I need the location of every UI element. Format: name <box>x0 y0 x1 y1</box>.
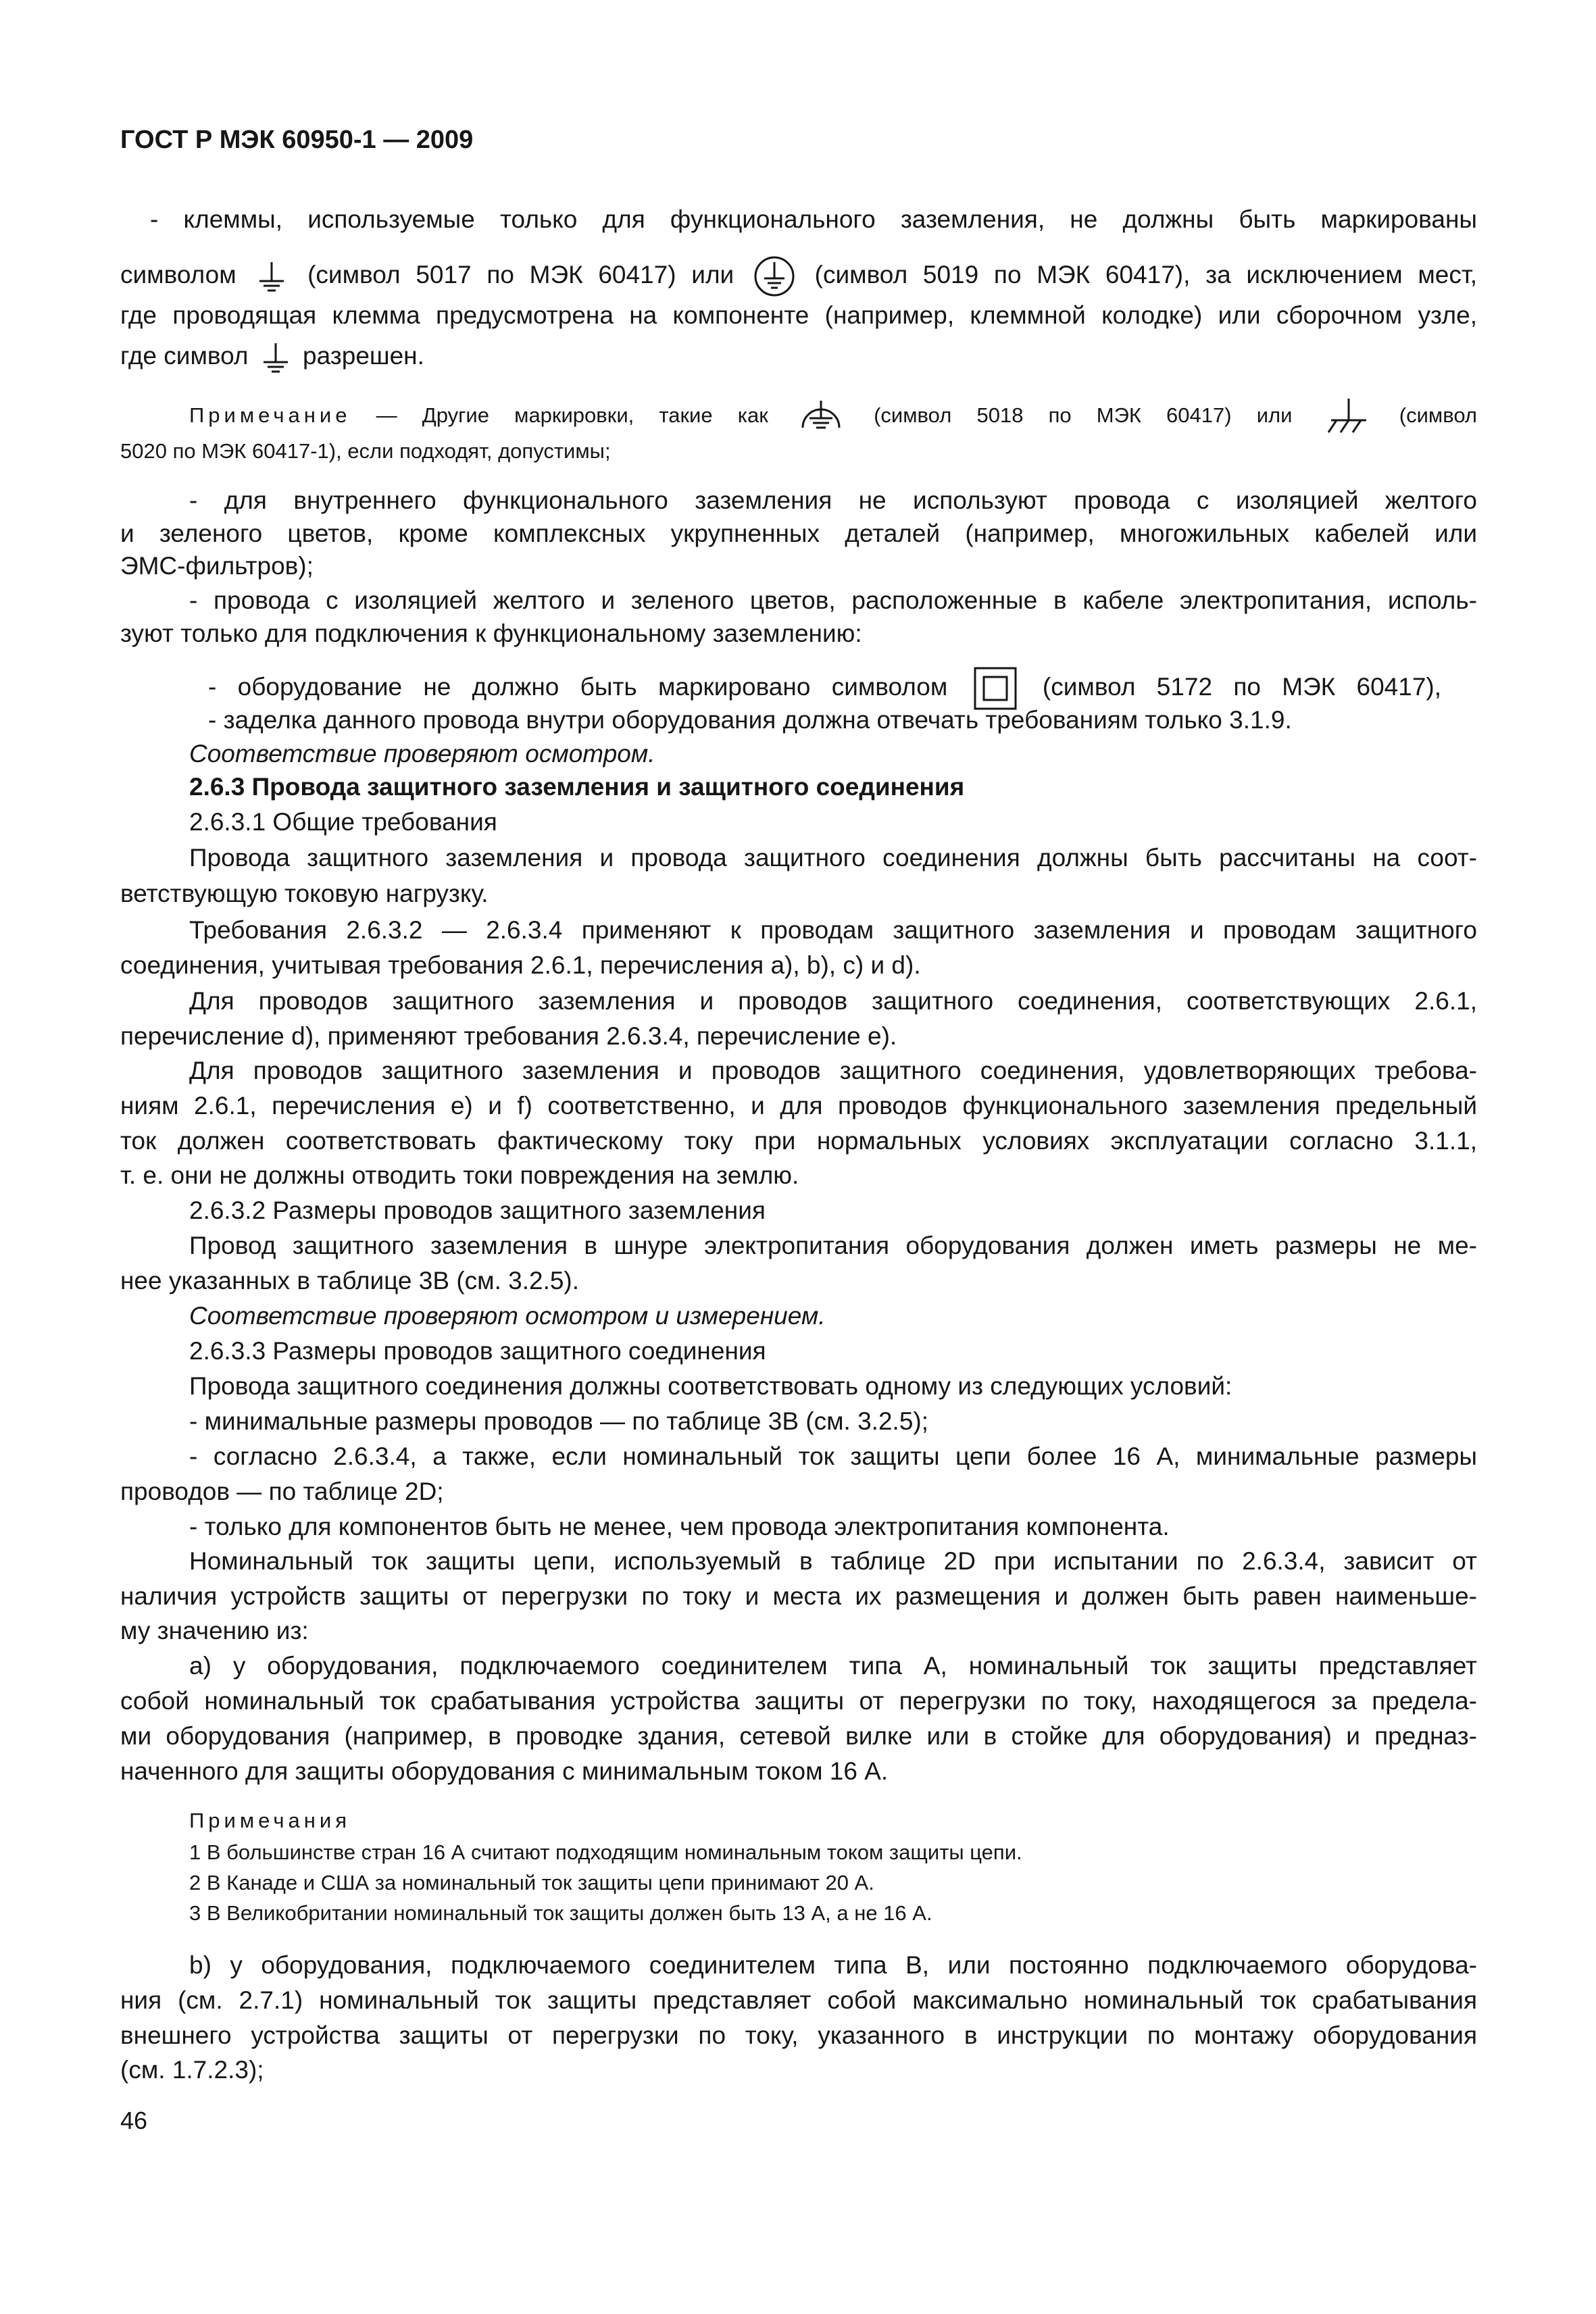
paragraph-line: Для проводов защитного заземления и проводов защитного соединения, соответствующих 2.6.1, <box>189 987 1477 1015</box>
paragraph-line: Соответствие проверяют осмотром и измерением. <box>189 1302 826 1330</box>
paragraph-line: - заделка данного провода внутри оборудования должна отвечать требованиям только 3.1.9. <box>208 706 1292 734</box>
paragraph-line: му значению из: <box>120 1617 309 1644</box>
note-line <box>189 397 1477 436</box>
paragraph-line: т. е. они не должны отводить токи повреждения на землю. <box>120 1161 799 1189</box>
text-span: где символ <box>120 342 249 370</box>
text-span: - оборудование не должно быть маркировано символом <box>208 672 948 701</box>
paragraph-line: перечисление d), применяют требования 2.6.3.4, перечисление е). <box>120 1022 897 1050</box>
text-span: разрешен. <box>303 342 424 370</box>
earth-ground-icon <box>259 342 292 373</box>
double-insulation-icon <box>973 666 1018 711</box>
note-line: 3 В Великобритании номинальный ток защиты должен быть 13 А, а не 16 А. <box>189 1901 932 1925</box>
paragraph-line: (см. 1.7.2.3); <box>120 2056 264 2084</box>
note-line: 2 В Канаде и США за номинальный ток защиты цепи принимают 20 А. <box>189 1871 874 1894</box>
text-span: (символ 5018 по МЭК 60417) или <box>874 403 1293 428</box>
paragraph-line: ниям 2.6.1, перечисления е) и f) соответственно, и для проводов функционального заземления предельный <box>120 1092 1477 1120</box>
paragraph-line: Соответствие проверяют осмотром. <box>189 740 655 768</box>
chassis-ground-icon <box>1322 397 1370 436</box>
paragraph-line: b) у оборудования, подключаемого соединителем типа В, или постоянно подключаемого оборудова- <box>189 1951 1477 1979</box>
note-line: 1 В большинстве стран 16 А считают подходящим номинальным током защиты цепи. <box>189 1840 1022 1864</box>
paragraph-line: зуют только для подключения к функциональному заземлению: <box>120 620 862 647</box>
paragraph-line: ЭМС-фильтров); <box>120 552 314 580</box>
paragraph-line: - для внутреннего функционального заземления не используют провода с изоляцией желтого <box>189 486 1477 514</box>
paragraph-line: наченного для защиты оборудования с минимальным током 16 А. <box>120 1757 889 1785</box>
paragraph-line: ветствующую токовую нагрузку. <box>120 880 489 907</box>
paragraph-line: где проводящая клемма предусмотрена на компоненте (например, клеммной колодке) или сборочном узле, <box>120 301 1477 329</box>
text-span: (символ 5017 по МЭК 60417) или <box>307 260 734 288</box>
section-title: 2.6.3 Провода защитного заземления и защитного соединения <box>189 773 965 801</box>
paragraph-line: Номинальный ток защиты цепи, используемый в таблице 2D при испытании по 2.6.3.4, зависит от <box>189 1547 1477 1575</box>
paragraph-line: внешнего устройства защиты от перегрузки по току, указанного в инструкции по монтажу оборудования <box>120 2021 1477 2049</box>
paragraph-line: Провода защитного соединения должны соответствовать одному из следующих условий: <box>189 1372 1232 1400</box>
text-span: (символ 5019 по МЭК 60417), за исключением мест, <box>814 260 1478 288</box>
paragraph-line: ния (см. 2.7.1) номинальный ток защиты представляет собой максимально номинальный ток срабатывания <box>120 1986 1477 2014</box>
subsection-title: 2.6.3.2 Размеры проводов защитного заземления <box>189 1197 766 1224</box>
paragraph-line: Требования 2.6.3.2 — 2.6.3.4 применяют к проводам защитного заземления и проводам защитного <box>189 916 1477 944</box>
note-label: Примечание <box>189 403 351 428</box>
paragraph-line: - только для компонентов быть не менее, чем провода электропитания компонента. <box>189 1513 1170 1540</box>
page-number: 46 <box>120 2107 148 2134</box>
paragraph-line <box>120 341 1477 373</box>
text-span: символом <box>120 260 236 288</box>
paragraph-line <box>208 666 1441 711</box>
protective-earth-icon <box>753 255 795 297</box>
document-header: ГОСТ Р МЭК 60950-1 — 2009 <box>120 126 474 154</box>
note-line: 5020 по МЭК 60417-1), если подходят, допустимы; <box>120 439 611 463</box>
paragraph-line: ток должен соответствовать фактическому току при нормальных условиях эксплуатации согласно 3.1.1, <box>120 1127 1477 1155</box>
paragraph-line: ми оборудования (например, в проводке здания, сетевой вилке или в стойке для оборудования) и предназ- <box>120 1722 1477 1750</box>
paragraph-line <box>120 255 1477 297</box>
paragraph-line: а) у оборудования, подключаемого соединителем типа А, номинальный ток защиты представляет <box>189 1652 1477 1680</box>
paragraph-line: и зеленого цветов, кроме комплексных укрупненных деталей (например, многожильных кабелей или <box>120 520 1477 547</box>
paragraph-line: Провода защитного заземления и провода защитного соединения должны быть рассчитаны на соот- <box>189 844 1477 872</box>
text-span: — Другие маркировки, такие как <box>376 403 768 428</box>
paragraph-line: - провода с изоляцией желтого и зеленого цветов, расположенные в кабеле электропитания, исполь- <box>189 586 1477 614</box>
text-span: (символ <box>1399 403 1477 428</box>
paragraph-line: проводов — по таблице 2D; <box>120 1478 444 1505</box>
paragraph-line: наличия устройств защиты от перегрузки по току и места их размещения и должен быть равен наименьше- <box>120 1582 1477 1610</box>
paragraph-line: - клеммы, используемые только для функционального заземления, не должны быть маркированы <box>150 205 1477 233</box>
subsection-title: 2.6.3.3 Размеры проводов защитного соединения <box>189 1337 766 1365</box>
earth-ground-icon <box>255 261 288 292</box>
paragraph-line: собой номинальный ток срабатывания устройства защиты от перегрузки по току, находящегося за предела- <box>120 1687 1477 1715</box>
subsection-title: 2.6.3.1 Общие требования <box>189 808 497 836</box>
paragraph-line: - согласно 2.6.3.4, а также, если номинальный ток защиты цепи более 16 А, минимальные размеры <box>189 1442 1477 1470</box>
paragraph-line: Провод защитного заземления в шнуре электропитания оборудования должен иметь размеры не ме- <box>189 1232 1477 1259</box>
paragraph-line: - минимальные размеры проводов — по таблице 3В (см. 3.2.5); <box>189 1407 928 1435</box>
paragraph-line: Для проводов защитного заземления и проводов защитного соединения, удовлетворяющих требова- <box>189 1057 1477 1084</box>
text-span: (символ 5172 по МЭК 60417), <box>1042 672 1442 701</box>
paragraph-line: соединения, учитывая требования 2.6.1, перечисления а), b), с) и d). <box>120 951 921 979</box>
notes-label: Примечания <box>189 1809 351 1832</box>
paragraph-line: нее указанных в таблице 3В (см. 3.2.5). <box>120 1267 580 1294</box>
noiseless-earth-icon <box>797 398 845 436</box>
